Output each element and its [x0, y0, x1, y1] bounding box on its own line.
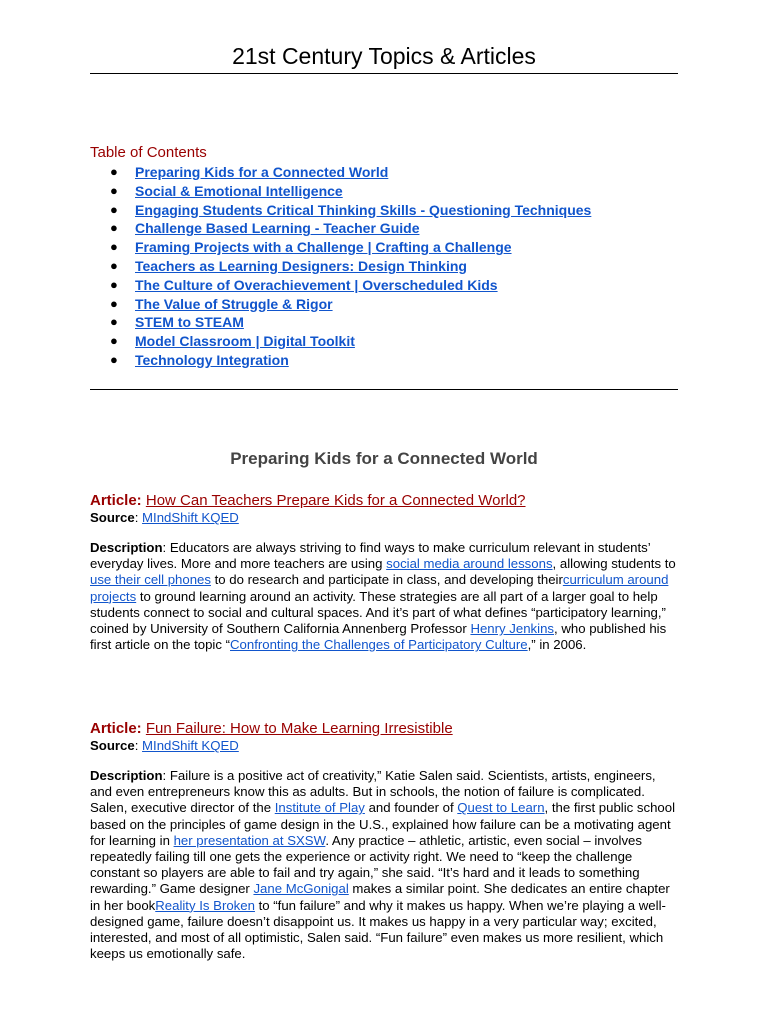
toc-link-model-classroom[interactable]: Model Classroom | Digital Toolkit: [135, 333, 355, 350]
toc-link-struggle-rigor[interactable]: The Value of Struggle & Rigor: [135, 295, 333, 312]
toc-heading: Table of Contents: [90, 144, 207, 161]
toc-item: [90, 332, 680, 351]
toc-divider: [90, 389, 678, 390]
link-social-media-lessons[interactable]: social media around lessons: [386, 556, 553, 572]
bullet-icon: ●: [110, 276, 118, 292]
article-label: Article:: [90, 492, 142, 509]
bullet-icon: ●: [110, 333, 118, 349]
article-1-description: [90, 540, 680, 653]
description-text: : Failure is a positive act of creativity,” Katie Salen said. Scientists, artists, engineers, and even entrepreneurs know this as adults. But in schools, the notion of failure is complicated. Salen, executive director of the: [90, 768, 656, 816]
source-label: Source: [90, 510, 135, 525]
description-text: ,” in 2006.: [527, 637, 587, 653]
toc-item: [90, 201, 680, 220]
toc-item: [90, 219, 680, 238]
toc-link-critical-thinking[interactable]: Engaging Students Critical Thinking Skills - Questioning Techniques: [135, 201, 592, 218]
bullet-icon: ●: [110, 201, 118, 217]
description-text: to ground learning around an activity. These strategies are all part of a larger goal to help students connect to social and cultural spaces. And it’s part of what defines “participatory learning,” coined by University of Southern California Annenberg Professor: [90, 588, 666, 637]
source-label: Source: [90, 738, 135, 753]
toc-item: [90, 163, 680, 182]
description-text: and founder of: [364, 800, 458, 816]
description-text: to do research and participate in class, and developing their: [210, 572, 563, 588]
description-text: . Any practice – athletic, artistic, even social – involves repeatedly failing till one gets the experience or activity right. We need to “keep the challenge constant so players are able to fail and try again,” she said. “It’s hard and it leads to something rewarding.” Game designer: [90, 832, 642, 897]
description-text: to “fun failure” and why it makes us happy. When we’re playing a well-designed game, failure doesn’t disappoint us. It makes us happy in a very particular way; excited, interested, and most of all optimistic, Salen said. “Fun failure” even makes us more resilient, which keeps us emotionally safe.: [90, 897, 666, 962]
bullet-icon: ●: [110, 257, 118, 273]
toc-link-challenge-based[interactable]: Challenge Based Learning - Teacher Guide: [135, 220, 420, 237]
toc-link-connected-world[interactable]: Preparing Kids for a Connected World: [135, 164, 389, 180]
bullet-icon: ●: [110, 239, 118, 255]
description-text: : Educators are always striving to find ways to make curriculum relevant in students’ everyday lives. More and more teachers are using: [90, 540, 651, 572]
link-reality-is-broken[interactable]: Reality Is Broken: [155, 897, 255, 913]
article-1-source: Source: MIndShift KQED: [90, 510, 239, 525]
bullet-icon: ●: [110, 182, 118, 198]
document-title: 21st Century Topics & Articles: [232, 43, 536, 69]
toc-link-stem-steam[interactable]: STEM to STEAM: [135, 314, 244, 331]
link-quest-to-learn[interactable]: Quest to Learn: [457, 800, 545, 816]
toc-link-design-thinking[interactable]: Teachers as Learning Designers: Design Thinking: [135, 257, 467, 274]
bullet-icon: ●: [110, 351, 118, 367]
toc-link-overachievement[interactable]: The Culture of Overachievement | Overscheduled Kids: [135, 276, 498, 293]
toc-link-technology-integration[interactable]: Technology Integration: [135, 351, 289, 368]
description-text: makes a similar point. She dedicates an entire chapter in her book: [90, 881, 670, 913]
link-participatory-culture[interactable]: Confronting the Challenges of Participatory Culture: [230, 637, 528, 653]
article-2-source: Source: MIndShift KQED: [90, 738, 239, 753]
toc-item: [90, 182, 680, 201]
toc-item: [90, 238, 680, 257]
article-1-heading: [90, 492, 526, 510]
link-henry-jenkins[interactable]: Henry Jenkins: [470, 621, 555, 637]
toc-link-social-emotional[interactable]: Social & Emotional Intelligence: [135, 182, 343, 199]
toc-link-framing-projects[interactable]: Framing Projects with a Challenge | Crafting a Challenge: [135, 239, 512, 256]
bullet-icon: ●: [110, 164, 118, 179]
description-label: Description: [90, 768, 163, 783]
toc-item: [90, 295, 680, 314]
table-of-contents: [90, 163, 680, 370]
link-cell-phones[interactable]: use their cell phones: [90, 572, 211, 588]
article-1-source-link[interactable]: MIndShift KQED: [142, 510, 239, 525]
section-title: Preparing Kids for a Connected World: [230, 449, 538, 468]
title-divider: [90, 73, 678, 74]
description-text: , allowing students to: [552, 556, 676, 572]
description-text: , who published his first article on the topic “: [90, 621, 667, 653]
bullet-icon: ●: [110, 295, 118, 311]
link-institute-of-play[interactable]: Institute of Play: [274, 800, 365, 816]
bullet-icon: ●: [110, 220, 118, 236]
toc-item: [90, 276, 680, 295]
toc-item: [90, 257, 680, 276]
description-label: Description: [90, 540, 163, 555]
link-curriculum-projects[interactable]: curriculum around projects: [90, 572, 669, 604]
bullet-icon: ●: [110, 314, 118, 330]
description-text: , the first public school based on the principles of game design in the U.S., explained how failure can be a motivating agent for learning in: [90, 800, 676, 848]
toc-item: [90, 313, 680, 332]
article-2-title-link[interactable]: Fun Failure: How to Make Learning Irresistible: [145, 720, 453, 737]
article-2-source-link[interactable]: MIndShift KQED: [142, 738, 239, 753]
article-2-description: [90, 768, 680, 962]
article-2-heading: [90, 720, 453, 738]
article-1-title-link[interactable]: How Can Teachers Prepare Kids for a Connected World?: [145, 492, 526, 509]
toc-item: [90, 351, 680, 370]
link-jane-mcgonigal[interactable]: Jane McGonigal: [253, 881, 349, 897]
article-label: Article:: [90, 720, 142, 737]
link-sxsw-presentation[interactable]: her presentation at SXSW: [173, 832, 326, 848]
